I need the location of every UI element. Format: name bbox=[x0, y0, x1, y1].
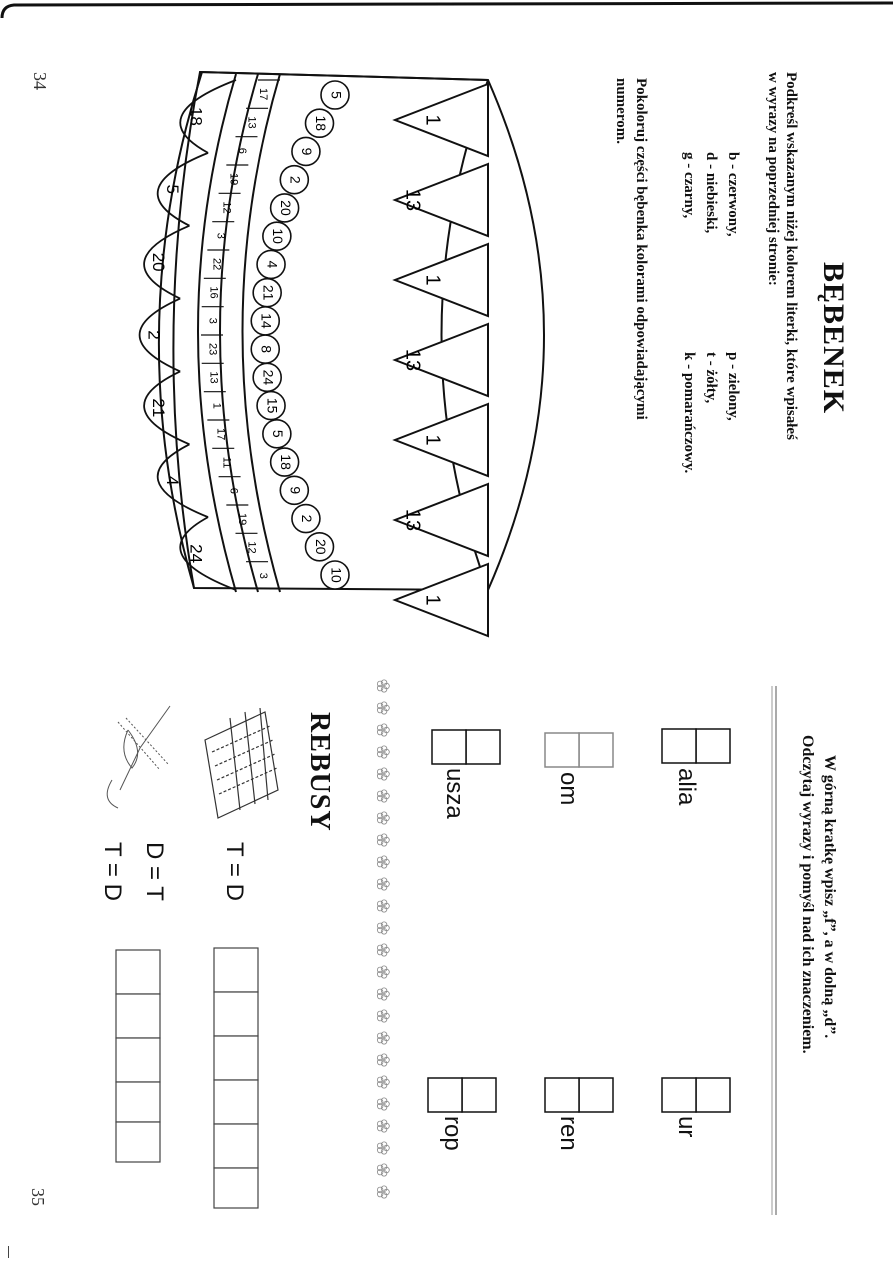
drum-band-number: 3 bbox=[214, 232, 227, 239]
rebus-equation-3: T = D bbox=[99, 842, 126, 901]
drum-bead-number: 4 bbox=[264, 260, 281, 269]
drum-bead-number: 14 bbox=[258, 313, 275, 329]
coloring-instruction-1: Pokoloruj części bębenka kolorami odpowiadającymi bbox=[633, 78, 649, 420]
drum-triangle-number: 13 bbox=[401, 188, 424, 212]
rebus2-box-1 bbox=[116, 950, 160, 994]
rebus2-box-3 bbox=[116, 1038, 160, 1082]
drum-bead-number: 18 bbox=[312, 115, 329, 132]
drum-bead-number: 5 bbox=[328, 91, 345, 99]
scan-mark bbox=[8, 1246, 9, 1258]
coloring-instruction-2: numerom. bbox=[613, 78, 629, 144]
drum-scallop-number: 20 bbox=[149, 252, 169, 272]
rebus1-box-1 bbox=[214, 948, 258, 992]
drum-band-number: 19 bbox=[235, 513, 248, 526]
drum-band-number: 17 bbox=[256, 88, 269, 101]
page-title: BĘBENEK bbox=[817, 262, 850, 415]
drum-scallop-number: 2 bbox=[144, 330, 164, 340]
drum-band-number: 17 bbox=[214, 428, 227, 441]
rebus-equation-2: D = T bbox=[141, 842, 168, 901]
drum-scallop-number: 24 bbox=[186, 544, 206, 564]
color-key-g: g - czarny, bbox=[681, 152, 697, 219]
word-usza: usza bbox=[441, 768, 468, 819]
drum-band-number: 6 bbox=[227, 487, 240, 494]
rebus1-box-2 bbox=[214, 992, 258, 1036]
word-rop: rop bbox=[439, 1116, 466, 1151]
drum-bead-number: 5 bbox=[270, 429, 287, 438]
drum-band-number: 12 bbox=[245, 541, 258, 554]
drum-scallop-number: 18 bbox=[186, 106, 206, 126]
drum-band-number: 22 bbox=[210, 258, 223, 271]
rebus2-box-5 bbox=[116, 1122, 160, 1162]
drum-bead-number: 24 bbox=[260, 369, 277, 386]
color-key-k: k - pomarańczowy. bbox=[681, 352, 697, 474]
drum-bead-number: 20 bbox=[277, 200, 294, 216]
instruction-line-2: w wyrazy na poprzedniej stronie: bbox=[765, 72, 781, 286]
drum-bead-number: 20 bbox=[312, 538, 329, 555]
rope-picture bbox=[107, 706, 170, 808]
drum-bead-number: 9 bbox=[299, 147, 316, 156]
drum-triangle-number: 1 bbox=[421, 274, 444, 286]
drum-band-number: 13 bbox=[245, 116, 258, 129]
drum-bead-number: 10 bbox=[328, 567, 345, 583]
color-key-t: t - żółty, bbox=[703, 352, 719, 404]
rebus1-box-5 bbox=[214, 1124, 258, 1168]
color-key-b: b - czerwony, bbox=[725, 152, 741, 237]
drum-triangle-number: 13 bbox=[401, 508, 424, 532]
drum-band-number: 19 bbox=[227, 173, 240, 186]
drum-bead-number: 10 bbox=[270, 228, 287, 244]
drum-band-number: 11 bbox=[220, 456, 233, 469]
drum-triangle-number: 1 bbox=[421, 434, 444, 446]
drum-triangle-number: 13 bbox=[401, 348, 424, 372]
rebus1-box-3 bbox=[214, 1036, 258, 1080]
drum-bead-number: 2 bbox=[299, 514, 316, 523]
rebus1-box-4 bbox=[214, 1080, 258, 1124]
color-key-p: p - zielony, bbox=[725, 352, 741, 421]
fd-instruction-2: Odczytaj wyrazy i pomyśl nad ich znaczeniem. bbox=[799, 735, 816, 1054]
rebus2-box-4 bbox=[116, 1082, 160, 1122]
word-om: om bbox=[555, 772, 582, 806]
drum-bead-number: 18 bbox=[277, 454, 294, 470]
drum-bead-number: 2 bbox=[287, 175, 304, 184]
raft-picture bbox=[205, 708, 278, 818]
drum-scallop-number: 5 bbox=[163, 184, 183, 195]
drum-band-number: 1 bbox=[210, 402, 223, 409]
drum-band-number: 13 bbox=[207, 371, 220, 384]
drum-band-number: 3 bbox=[256, 572, 269, 579]
rebus1-box-6 bbox=[214, 1168, 258, 1208]
word-alia: alia bbox=[673, 768, 700, 806]
drum-scallop-number: 21 bbox=[149, 398, 169, 418]
rebus-equation-1: T = D bbox=[221, 842, 248, 901]
drum-band-number: 23 bbox=[206, 343, 219, 356]
fd-instruction-1: W górną kratkę wpisz „f”, a w dolną „d”. bbox=[821, 755, 838, 1039]
drum-bead-number: 15 bbox=[264, 397, 281, 414]
page-number-left: 34 bbox=[30, 72, 50, 90]
word-ur: ur bbox=[673, 1116, 700, 1138]
drum-bead-number: 21 bbox=[260, 284, 277, 301]
drum-band-number: 3 bbox=[206, 317, 219, 324]
page-number-right: 35 bbox=[28, 1188, 48, 1206]
drum-bead-number: 8 bbox=[258, 345, 275, 354]
drum-band-number: 16 bbox=[207, 286, 220, 299]
rebus2-box-2 bbox=[116, 994, 160, 1038]
drum-band-number: 6 bbox=[235, 147, 248, 154]
drum-triangle-number: 1 bbox=[421, 114, 444, 126]
drum-band-number: 12 bbox=[220, 201, 233, 214]
drum-scallop-number: 4 bbox=[163, 475, 183, 486]
instruction-line-1: Podkreśl wskazanym niżej kolorem literki, które wpisałeś bbox=[783, 72, 799, 440]
rebusy-title: REBUSY bbox=[304, 712, 335, 832]
word-ren: ren bbox=[555, 1116, 582, 1151]
drum-triangle-number: 1 bbox=[421, 594, 444, 606]
color-key-d: d - niebieski, bbox=[703, 152, 719, 234]
drum-bead-number: 9 bbox=[287, 486, 304, 495]
